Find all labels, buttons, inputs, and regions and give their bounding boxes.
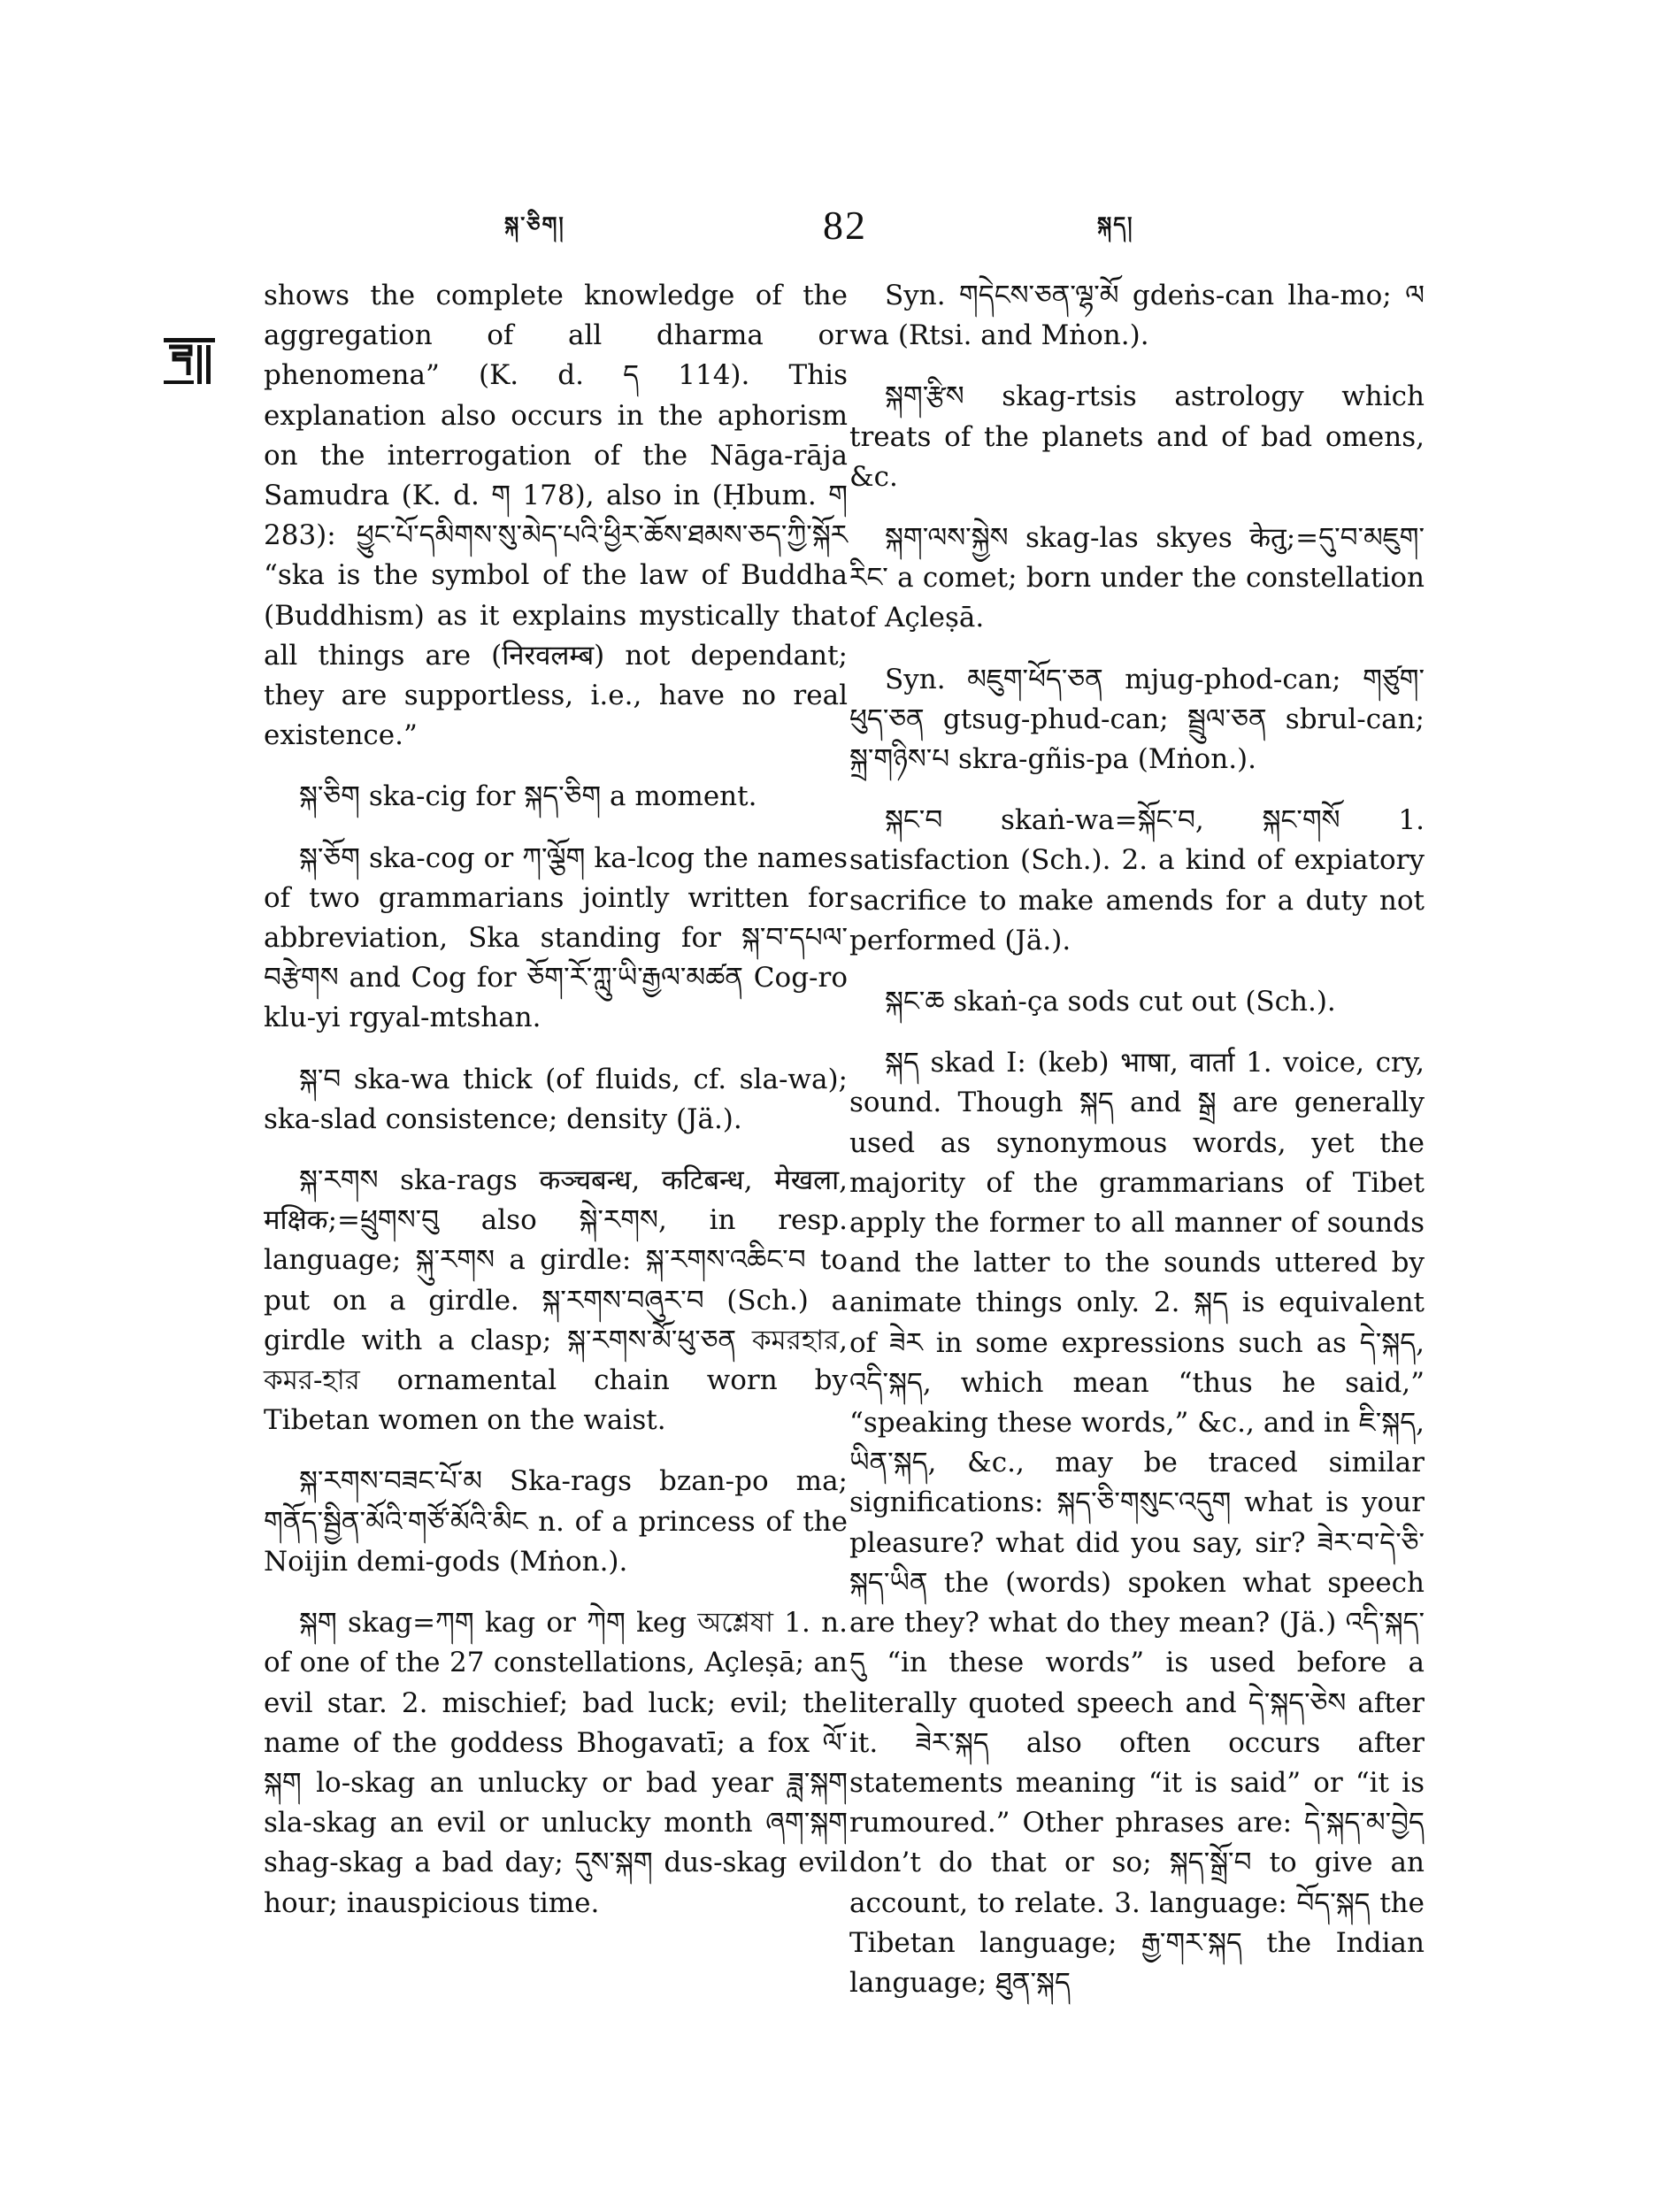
entry-skag-syn: Syn. གདེངས་ཅན་ལྷ་མོ gdeṅs-can lha-mo; ལ wa (Rtsi. and Mṅon.). [849,280,1425,352]
entry-skag-rtsis: སྐག་རྩིས skag-rtsis astrology which treats of the planets and of bad omens, &c. [849,380,1425,493]
entry-ska-wa: སྐ་བ ska-wa thick (of fluids, cf. sla-wa); ska-slad consistence; density (Jä.). [264,1063,848,1135]
entry-comet-syn: Syn. མཇུག་ཕོད་ཅན mjug-phod-can; གཙུག་ཕུད་ཅན gtsug-phud-can; སྦྲུལ་ཅན sbrul-can; སྐྲ་གཉིས་པ skra-gñis-pa (Mṅon.). [849,663,1425,776]
entry-skag: སྐག skag=ཀག kag or ཀེག keg অশ্লেষা 1. n. of one of the 27 constellations, Açleṣā; an evil star. 2. mischief; bad luck; evil; the name of the goddess Bhogavatī; a fox ལོ་སྐག lo-skag an unlucky or bad year ཟླ་སྐག sla-skag an evil or unlucky month ཞག་སྐག shag-skag a bad day; དུས་སྐག dus-skag evil hour; inauspicious time. [264,1607,848,1919]
entry-skag-las-skyes: སྐག་ལས་སྐྱེས skag-las skyes केतु;=དུ་བ་མཇུག་རིང་ a comet; born under the constellation of Açleṣā. [849,522,1425,634]
right-column [849,276,1425,2024]
right-running-head: སྐད། [1097,212,1134,237]
entry-continuation: shows the complete knowledge of the aggregation of all dharma or phenomena” (K. d. ད 114). This explanation also occurs in the aphorism on the interrogation of the Nāga-rāja Samudra (K. d. ག 178), also in (Ḥbum. ག 283): ཕྱུང་པོ་དམིགས་སུ་མེད་པའི་ཕྱིར་ཆོས་ཐམས་ཅད་ཀྱི་སྐོར “ska is the symbol of the law of Buddha (Buddhism) as it explains mystically that all things are (निरवलम्ब) not dependant; they are supportless, i.e., have no real existence.” [264,280,848,752]
entry-ska-cog: སྐ་ཅོག ska-cog or ཀ་ལྕོག ka-lcog the names of two grammarians jointly written for abbreviation, Ska standing for སྐ་བ་དཔལ་བརྩེགས and Cog for ཅོག་རོ་ཀླུ་ཡི་རྒྱལ་མཚན Cog-ro klu-yi rgyal-mtshan. [264,841,848,1034]
entry-skan-ca: སྐང་ཆ skaṅ-ça sods cut out (Sch.). [885,986,1336,1018]
entry-ska-cig: སྐ་ཅིག ska-cig for སྐད་ཅིག a moment. [299,780,757,813]
left-column [264,276,848,1945]
section-mark-icon [164,334,215,388]
entry-skad: སྐད skad I: (keb) भाषा, वार्ता 1. voice, cry, sound. Though སྐད and སྒྲ are generally used as synonymous words, yet the majority of the grammarians of Tibet apply the former to all manner of sounds and the latter to the sounds uttered by animate things only. 2. སྐད is equivalent of ཟེར in some expressions such as དེ་སྐད, འདི་སྐད, which mean “thus he said,” “speaking these words,” &c., and in ཇི་སྐད, ཡིན་སྐད, &c., may be traced similar significations: སྐད་ཅི་གསུང་འདུག what is your pleasure? what did you say, sir? ཟེར་བ་དེ་ཅི་སྐད་ཡིན the (words) spoken what speech are they? what do they mean? (Jä.) འདི་སྐད་དུ “in these words” is used before a literally quoted speech and དེ་སྐད་ཅེས after it. ཟེར་སྐད also often occurs after statements meaning “it is said” or “it is rumoured.” Other phrases are: དེ་སྐད་མ་བྱེད don’t do that or so; སྐད་སྒྲོ་བ to give an account, to relate. 3. language: བོད་སྐད the Tibetan language; རྒྱ་གར་སྐད the Indian language; ཐུན་སྐད [849,1047,1425,1999]
entry-skan-wa: སྐང་བ skaṅ-wa=སྐོང་བ, སྐང་གསོ 1. satisfaction (Sch.). 2. a kind of expiatory sacrifice to make amends for a duty not performed (Jä.). [849,804,1425,956]
left-running-head: སྐ་ཅིག། [504,212,565,237]
margin-section-mark [164,334,215,388]
entry-ska-rags-bzan-po: སྐ་རགས་བཟང་པོ་མ Ska-rags bzan-po ma; གནོད་སྦྱིན་མོའི་གཙོ་མོའི་མིང n. of a princess of the Noijin demi-gods (Mṅon.). [264,1465,848,1578]
page-number: 82 [823,203,867,248]
entry-ska-rags: སྐ་རགས ska-rags कञ्चबन्ध, कटिबन्ध, मेखला, मक्षिक;=ཕྲུགས་བུ also སྐེ་རགས, in resp. language; སྐུ་རགས a girdle: སྐ་རགས་འཆིང་བ to put on a girdle. སྐ་རགས་བཞུར་བ (Sch.) a girdle with a clasp; སྐ་རགས་མོ་ཕུ་ཅན কমরহার, কমর-হার ornamental chain worn by Tibetan women on the waist. [264,1164,848,1437]
